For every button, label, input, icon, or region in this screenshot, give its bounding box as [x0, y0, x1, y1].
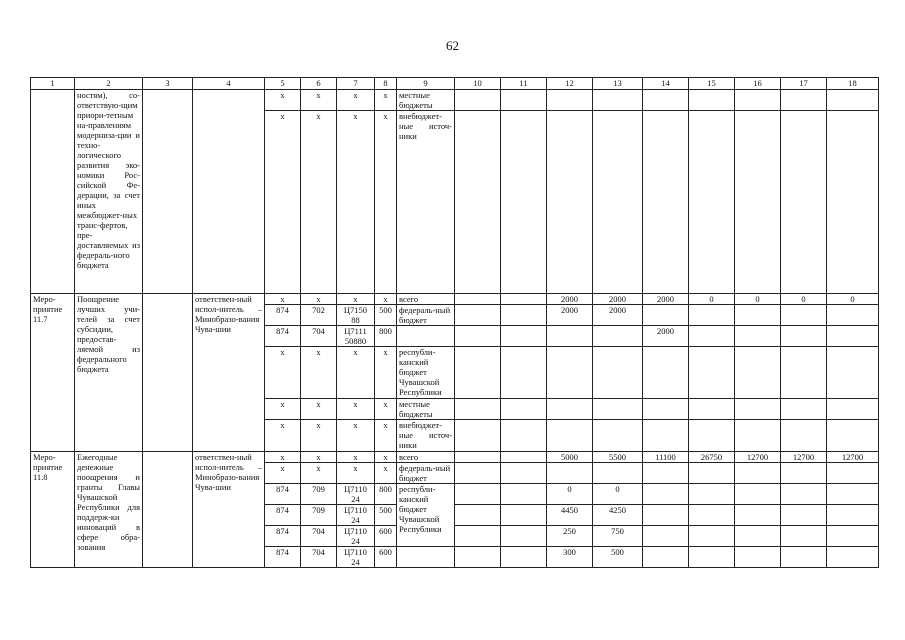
cell-kbk-vr: x — [375, 111, 397, 294]
cell-kbk-gr: 874 — [265, 505, 301, 526]
table-row — [31, 90, 879, 111]
header-cell: 13 — [593, 78, 643, 90]
cell-value: 2000 — [643, 294, 689, 305]
cell-kbk-rz: 709 — [301, 484, 337, 505]
cell-kbk-rz: 704 — [301, 547, 337, 568]
cell-kbk-rz: x — [301, 463, 337, 484]
table-row — [31, 294, 879, 305]
cell-value: 4250 — [593, 505, 643, 526]
cell-kbk-vr: x — [375, 420, 397, 452]
cell-kbk-gr: 874 — [265, 547, 301, 568]
page-number: 62 — [446, 38, 459, 53]
cell-kbk-vr: x — [375, 294, 397, 305]
cell-kbk-csr: x — [337, 420, 375, 452]
cell-kbk-rz: 709 — [301, 505, 337, 526]
cell-kbk-csr: x — [337, 347, 375, 399]
cell-kbk-rz: x — [301, 452, 337, 463]
header-cell: 10 — [455, 78, 501, 90]
header-cell: 16 — [735, 78, 781, 90]
cell-value: 0 — [781, 294, 827, 305]
cell-value: 250 — [547, 526, 593, 547]
cell-kbk-csr: x — [337, 463, 375, 484]
cell-kbk-vr: 500 — [375, 505, 397, 526]
cell-kbk-rz: x — [301, 111, 337, 294]
cell-value: 12700 — [781, 452, 827, 463]
cell-kbk-vr: x — [375, 347, 397, 399]
cell-source: федераль-ный бюджет — [397, 305, 455, 326]
cell-kbk-rz: x — [301, 399, 337, 420]
cell-value: 0 — [547, 484, 593, 505]
cell-value: 750 — [593, 526, 643, 547]
cell-value: 0 — [689, 294, 735, 305]
cell-kbk-rz: 704 — [301, 526, 337, 547]
header-cell: 8 — [375, 78, 397, 90]
table-row — [31, 452, 879, 463]
cell-kbk-csr: Ц7110 24 — [337, 547, 375, 568]
cell-empty — [31, 90, 75, 294]
cell-source: внебюджет-ные источ-ники — [397, 111, 455, 294]
cell-kbk-vr: x — [375, 463, 397, 484]
cell-source: всего — [397, 452, 455, 463]
header-cell: 15 — [689, 78, 735, 90]
header-cell: 9 — [397, 78, 455, 90]
cell-kbk-csr: Ц7111 50880 — [337, 326, 375, 347]
cell-kbk-gr: x — [265, 90, 301, 111]
cell-kbk-gr: x — [265, 111, 301, 294]
cell-value: 2000 — [593, 305, 643, 326]
cell-value: 5000 — [547, 452, 593, 463]
header-cell: 14 — [643, 78, 689, 90]
cell-kbk-gr: x — [265, 452, 301, 463]
header-cell: 18 — [827, 78, 879, 90]
header-cell: 17 — [781, 78, 827, 90]
cell-value: 500 — [593, 547, 643, 568]
header-cell: 5 — [265, 78, 301, 90]
cell-kbk-rz: x — [301, 90, 337, 111]
cell-value: 26750 — [689, 452, 735, 463]
cell-source: федераль-ный бюджет — [397, 463, 455, 484]
cell-kbk-vr: 800 — [375, 326, 397, 347]
cell-source: республи-канский бюджет Чувашской Республики — [397, 484, 455, 547]
cell-kbk-vr: x — [375, 90, 397, 111]
cell-kbk-vr: x — [375, 452, 397, 463]
measure-description: Ежегодные денежные поощрения и гранты Главы Чувашской Республики для поддерж-ки инноваций в сфере обра-зования — [75, 452, 143, 568]
cell-kbk-gr: x — [265, 347, 301, 399]
cell-empty — [193, 90, 265, 294]
cell-value: 0 — [827, 294, 879, 305]
cell-source: всего — [397, 294, 455, 305]
cell-kbk-vr: 600 — [375, 547, 397, 568]
cell-kbk-gr: 874 — [265, 305, 301, 326]
measure-executor: ответствен-ный испол-нитель – Минобразо-вания Чува-шии — [193, 294, 265, 452]
cell-value: 300 — [547, 547, 593, 568]
measure-executor: ответствен-ный испол-нитель – Минобразо-вания Чува-шии — [193, 452, 265, 568]
cell-value: 12700 — [735, 452, 781, 463]
cell-value: 2000 — [547, 294, 593, 305]
header-cell: 12 — [547, 78, 593, 90]
header-cell: 1 — [31, 78, 75, 90]
cell-source: республи-канский бюджет Чувашской Республики — [397, 347, 455, 399]
cell-kbk-vr: 600 — [375, 526, 397, 547]
cell-value: 12700 — [827, 452, 879, 463]
cell-kbk-csr: Ц7110 24 — [337, 484, 375, 505]
cell-value: 5500 — [593, 452, 643, 463]
cell-kbk-gr: 874 — [265, 326, 301, 347]
cell-kbk-gr: x — [265, 463, 301, 484]
header-cell: 11 — [501, 78, 547, 90]
cell-kbk-csr: x — [337, 90, 375, 111]
cell-kbk-csr: Ц7110 24 — [337, 526, 375, 547]
cell-kbk-gr: 874 — [265, 484, 301, 505]
cell-source: местные бюджеты — [397, 399, 455, 420]
header-cell: 2 — [75, 78, 143, 90]
cont-description: ностям), со-ответствую-щим приори-тетным на-правлениям модерниза-ции и техно-логического развития эко-номики Рос-сийской Фе-дерации, за счет иных межбюджет-ных транс-фертов, пре-доставляемых из федераль-ного бюджета — [75, 90, 143, 294]
cell-kbk-gr: x — [265, 399, 301, 420]
cell-kbk-csr: Ц7150 88 — [337, 305, 375, 326]
cell-kbk-rz: x — [301, 420, 337, 452]
cell-value: 2000 — [593, 294, 643, 305]
header-cell: 4 — [193, 78, 265, 90]
cell-kbk-vr: 500 — [375, 305, 397, 326]
cell-kbk-csr: x — [337, 452, 375, 463]
cell-kbk-csr: x — [337, 399, 375, 420]
cell-kbk-rz: x — [301, 294, 337, 305]
cell-value: 2000 — [547, 305, 593, 326]
measure-label: Меро-приятие 11.8 — [31, 452, 75, 568]
cell-value: 0 — [593, 484, 643, 505]
cell-kbk-rz: x — [301, 347, 337, 399]
cell-value: 0 — [735, 294, 781, 305]
header-cell: 3 — [143, 78, 193, 90]
cell-value: 4450 — [547, 505, 593, 526]
cell-kbk-csr: x — [337, 111, 375, 294]
cell-source: местные бюджеты — [397, 90, 455, 111]
cell-empty — [143, 90, 193, 294]
cell-kbk-vr: 800 — [375, 484, 397, 505]
budget-table — [30, 77, 879, 568]
header-cell: 7 — [337, 78, 375, 90]
cell-kbk-rz: 704 — [301, 326, 337, 347]
measure-description: Поощрение лучших учи-телей за счет субсидии, предостав-ляемой из федерального бюджета — [75, 294, 143, 452]
cell-kbk-rz: 702 — [301, 305, 337, 326]
cell-value: 11100 — [643, 452, 689, 463]
cell-kbk-csr: x — [337, 294, 375, 305]
measure-label: Меро-приятие 11.7 — [31, 294, 75, 452]
cell-kbk-gr: 874 — [265, 526, 301, 547]
cell-value: 2000 — [643, 326, 689, 347]
cell-kbk-gr: x — [265, 420, 301, 452]
cell-kbk-gr: x — [265, 294, 301, 305]
cell-source: внебюджет-ные источ-ники — [397, 420, 455, 452]
cell-kbk-vr: x — [375, 399, 397, 420]
header-row — [31, 78, 879, 90]
header-cell: 6 — [301, 78, 337, 90]
cell-kbk-csr: Ц7110 24 — [337, 505, 375, 526]
